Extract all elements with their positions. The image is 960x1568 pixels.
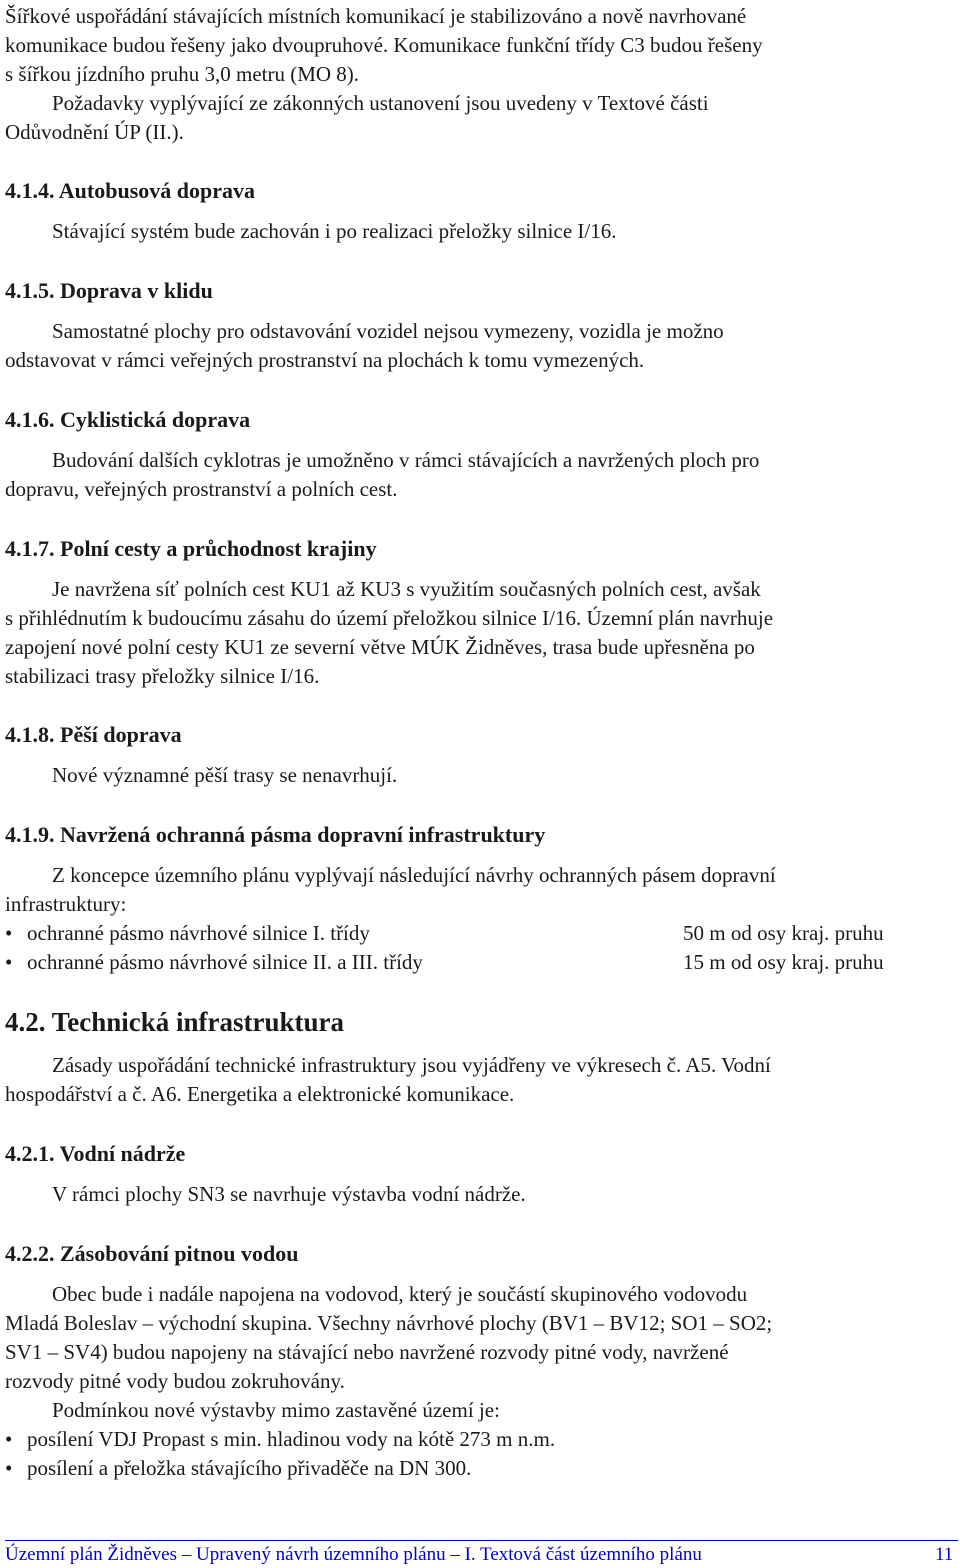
- paragraph-line: s šířkou jízdního pruhu 3,0 metru (MO 8).: [5, 62, 360, 86]
- list-item: [5, 1425, 555, 1453]
- paragraph-line: V rámci plochy SN3 se navrhuje výstavba vodní nádrže.: [52, 1182, 526, 1206]
- section-heading: 4.2. Technická infrastruktura: [5, 1007, 345, 1037]
- section-heading: 4.1.9. Navržená ochranná pásma dopravní infrastruktury: [5, 822, 546, 847]
- paragraph-line: odstavovat v rámci veřejných prostranství na plochách k tomu vymezených.: [5, 348, 645, 372]
- section-heading: 4.1.4. Autobusová doprava: [5, 178, 256, 203]
- list-item-label: ochranné pásmo návrhové silnice I. třídy: [27, 921, 370, 945]
- paragraph-line: rozvody pitné vody budou zokruhovány.: [5, 1369, 345, 1393]
- section-heading: 4.1.5. Doprava v klidu: [5, 278, 213, 303]
- paragraph-line: Je navržena síť polních cest KU1 až KU3 s využitím současných polních cest, avšak: [52, 577, 761, 601]
- list-item-label: posílení VDJ Propast s min. hladinou vody na kótě 273 m n.m.: [27, 1427, 556, 1451]
- paragraph-line: Mladá Boleslav – východní skupina. Všechny návrhové plochy (BV1 – BV12; SO1 – SO2;: [5, 1311, 773, 1335]
- footer-divider: [5, 1540, 958, 1541]
- paragraph-line: hospodářství a č. A6. Energetika a elektronické komunikace.: [5, 1082, 515, 1106]
- footer-title: Územní plán Židněves – Upravený návrh územního plánu – I. Textová část územního plánu: [5, 1544, 702, 1565]
- paragraph-line: Stávající systém bude zachován i po realizaci přeložky silnice I/16.: [52, 219, 617, 243]
- list-item: [5, 948, 423, 976]
- list-item: [5, 1454, 471, 1482]
- list-item-label: posílení a přeložka stávajícího přivaděče na DN 300.: [27, 1456, 472, 1480]
- paragraph-line: Zásady uspořádání technické infrastruktury jsou vyjádřeny ve výkresech č. A5. Vodní: [52, 1053, 771, 1077]
- section-heading: 4.1.7. Polní cesty a průchodnost krajiny: [5, 536, 377, 561]
- paragraph-line: SV1 – SV4) budou napojeny na stávající nebo navržené rozvody pitné vody, navržené: [5, 1340, 729, 1364]
- paragraph-line: Podmínkou nové výstavby mimo zastavěné území je:: [52, 1398, 500, 1422]
- paragraph-line: stabilizaci trasy přeložky silnice I/16.: [5, 664, 320, 688]
- bullet-icon: •: [5, 1456, 13, 1480]
- list-item-value: 50 m od osy kraj. pruhu: [683, 921, 884, 945]
- paragraph-line: Požadavky vyplývající ze zákonných ustanovení jsou uvedeny v Textové části: [52, 91, 709, 115]
- paragraph-line: dopravu, veřejných prostranství a polních cest.: [5, 477, 398, 501]
- bullet-icon: •: [5, 1427, 13, 1451]
- page-number: 11: [935, 1544, 954, 1565]
- paragraph-line: Odůvodnění ÚP (II.).: [5, 120, 184, 144]
- paragraph-line: Nové významné pěší trasy se nenavrhují.: [52, 763, 398, 787]
- list-item-label: ochranné pásmo návrhové silnice II. a III. třídy: [27, 950, 423, 974]
- section-heading: 4.2.1. Vodní nádrže: [5, 1141, 186, 1166]
- paragraph-line: Samostatné plochy pro odstavování vozidel nejsou vymezeny, vozidla je možno: [52, 319, 724, 343]
- bullet-icon: •: [5, 950, 13, 974]
- section-heading: 4.1.6. Cyklistická doprava: [5, 407, 251, 432]
- paragraph-line: Z koncepce územního plánu vyplývají následující návrhy ochranných pásem dopravní: [52, 863, 776, 887]
- list-item: [5, 919, 370, 947]
- paragraph-line: zapojení nové polní cesty KU1 ze severní větve MÚK Židněves, trasa bude upřesněna po: [5, 635, 755, 659]
- paragraph-line: komunikace budou řešeny jako dvoupruhové. Komunikace funkční třídy C3 budou řešeny: [5, 33, 763, 57]
- section-heading: 4.1.8. Pěší doprava: [5, 722, 182, 747]
- paragraph-line: Budování dalších cyklotras je umožněno v rámci stávajících a navržených ploch pro: [52, 448, 760, 472]
- list-item-value: 15 m od osy kraj. pruhu: [683, 950, 884, 974]
- bullet-icon: •: [5, 921, 13, 945]
- paragraph-line: infrastruktury:: [5, 892, 127, 916]
- paragraph-line: Obec bude i nadále napojena na vodovod, který je součástí skupinového vodovodu: [52, 1282, 748, 1306]
- paragraph-line: s přihlédnutím k budoucímu zásahu do území přeložkou silnice I/16. Územní plán navrhuje: [5, 606, 774, 630]
- section-heading: 4.2.2. Zásobování pitnou vodou: [5, 1241, 299, 1266]
- paragraph-line: Šířkové uspořádání stávajících místních komunikací je stabilizováno a nově navrhované: [5, 4, 747, 28]
